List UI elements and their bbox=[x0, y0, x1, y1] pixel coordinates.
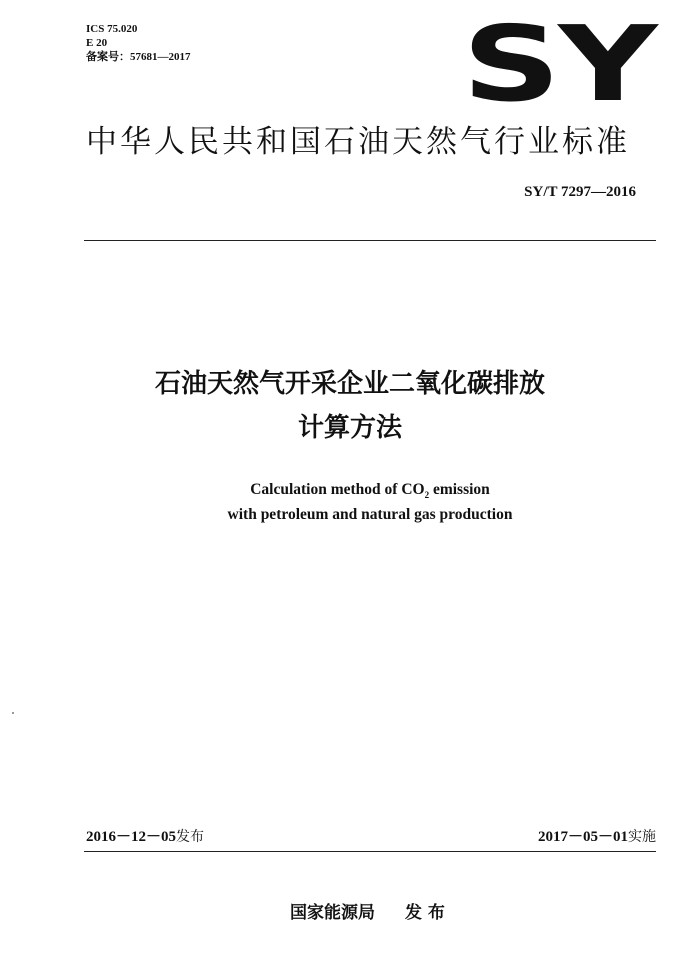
co2-subscript: 2 bbox=[424, 490, 430, 500]
title-cn-line-2: 计算方法 bbox=[297, 413, 402, 443]
publisher-action: 发 布 bbox=[405, 903, 445, 923]
document-title-chinese bbox=[0, 362, 700, 450]
implementation-date: 2017－05－01 bbox=[537, 829, 628, 845]
standard-number: SY/T 7297—2016 bbox=[524, 184, 636, 200]
publisher-block bbox=[290, 898, 445, 923]
sy-logo: SY bbox=[462, 3, 656, 125]
issue-date: 2016－12－05 bbox=[86, 829, 177, 845]
footer-divider bbox=[84, 851, 656, 852]
issue-label: 发布 bbox=[176, 829, 205, 845]
title-en-line-1-prefix: Calculation method of CO bbox=[250, 481, 425, 498]
implementation-date-block bbox=[538, 825, 656, 846]
ics-code: ICS 75.020 bbox=[86, 23, 138, 35]
implementation-label: 实施 bbox=[628, 829, 656, 845]
class-code: E 20 bbox=[86, 37, 108, 49]
publisher-org: 国家能源局 bbox=[290, 903, 375, 923]
title-en-line-2: with petroleum and natural gas production bbox=[227, 506, 513, 523]
classification-block bbox=[86, 22, 191, 64]
standard-category-title: 中华人民共和国石油天然气行业标准 bbox=[86, 124, 630, 160]
issue-date-block bbox=[86, 825, 204, 846]
title-en-line-1 bbox=[0, 477, 700, 502]
record-number: 备案号：57681—2017 bbox=[86, 51, 191, 63]
title-en-line-1-suffix: emission bbox=[429, 481, 490, 498]
scan-speck bbox=[12, 712, 14, 714]
header-divider bbox=[84, 240, 656, 241]
title-cn-line-1: 石油天然气开采企业二氧化碳排放 bbox=[154, 369, 545, 399]
document-title-english bbox=[0, 477, 700, 527]
